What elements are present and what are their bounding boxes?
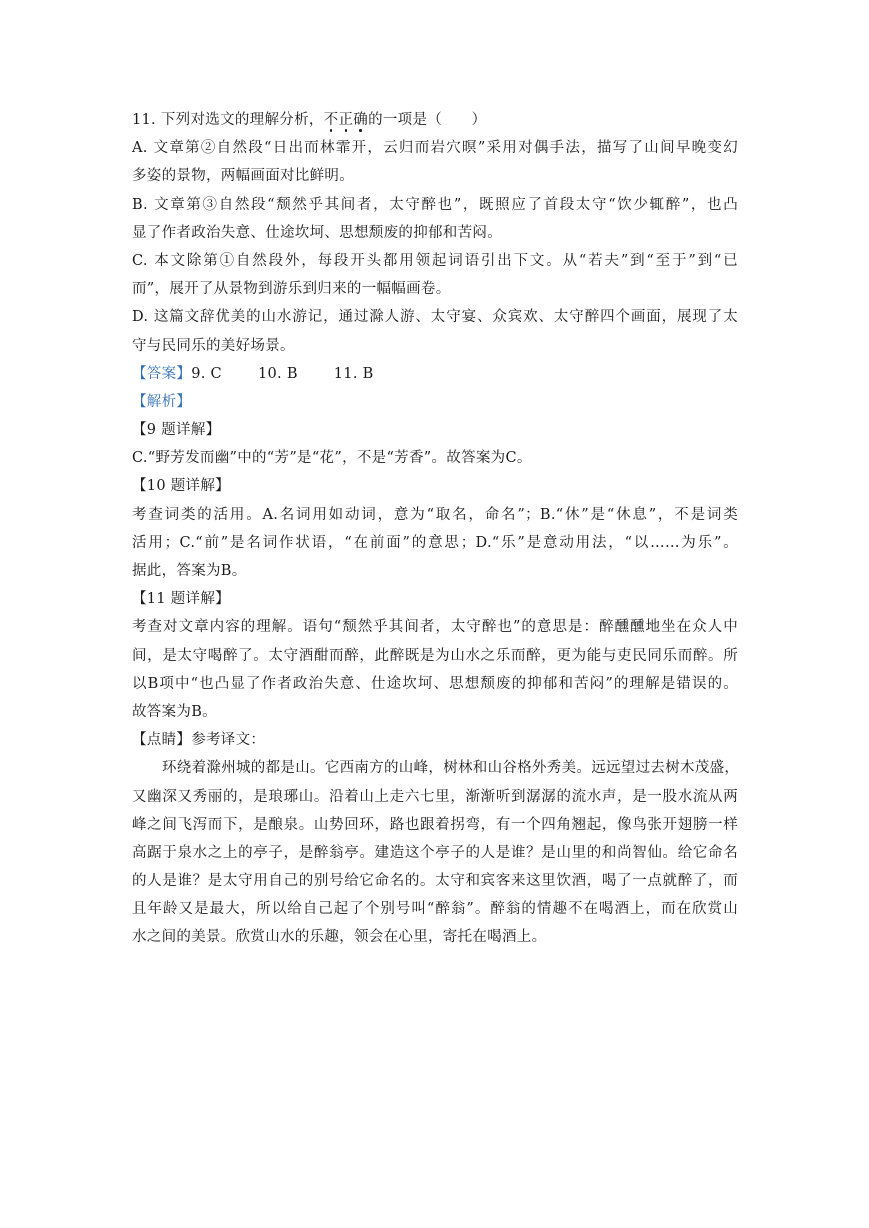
option-d-line-1: D. 这篇文辞优美的山水游记，通过滁人游、太守宴、众宾欢、太守醉四个画面，展现了太 [132,309,738,326]
q11-heading: 【11 题详解】 [132,591,230,608]
translation-line-4: 高踞于泉水之上的亭子，是醉翁亭。建造这个亭子的人是谁？是山里的和尚智仙。给它命名 [132,844,738,861]
answer-10: 10. B [257,365,298,382]
translation-line-5: 的人是谁？是太守用自己的别号给它命名的。太守和宾客来这里饮酒，喝了一点就醉了，而 [132,873,738,890]
translation-line-6: 且年龄又是最大，所以给自己起了个别号叫“醉翁”。醉翁的情趣不在喝酒上，而在欣赏山 [132,901,738,918]
option-b-line-2: 显了作者政治失意、仕途坎坷、思想颓废的抑郁和苦闷。 [132,224,502,241]
q11-line-4: 故答案为B。 [132,703,217,720]
option-c-line-1: C. 本文除第①自然段外，每段开头都用领起词语引出下文。从“若夫”到“至于”到“已 [132,252,738,269]
q10-line-3: 据此，答案为B。 [132,563,247,579]
q10-line-2: 活用；C.“前”是名词作状语，“在前面”的意思；D.“乐”是意动用法，“以……为乐”。 [132,534,738,551]
question-prefix: 11. 下列对选文的理解分析， [132,112,324,128]
option-b-line-1: B. 文章第③自然段“颓然乎其间者，太守醉也”，既照应了首段太守“饮少辄醉”，也凸 [132,196,738,213]
answer-label: 【答案】 [132,365,192,382]
emphasis-text: 不正确 [324,106,368,134]
q11-line-1: 考查对文章内容的理解。语句“颓然乎其间者，太守醉也”的意思是：醉醺醺地坐在众人中 [132,619,738,636]
q10-heading: 【10 题详解】 [132,478,230,495]
question-11 [132,106,738,134]
translation-line-1: 环绕着滁州城的都是山。它西南方的山峰，树林和山谷格外秀美。远远望过去树木茂盛， [162,760,740,777]
emphasis-dots [324,129,368,133]
option-d-line-2: 守与民同乐的美好场景。 [132,337,295,354]
answer-line [132,360,738,388]
q9-line-1: C.“野芳发而幽”中的“芳”是“花”，不是“芳香”。故答案为C。 [132,450,532,467]
translation-line-2: 又幽深又秀丽的，是琅琊山。沿着山上走六七里，渐渐听到潺潺的流水声，是一股水流从两 [132,788,738,805]
option-c-line-2: 而”，展开了从景物到游乐到归来的一幅幅画卷。 [132,281,451,298]
translation-line-3: 峰之间飞泻而下，是酿泉。山势回环，路也跟着拐弯，有一个四角翘起，像鸟张开翅膀一样 [132,816,738,833]
translation-line-7: 水之间的美景。欣赏山水的乐趣，领会在心里，寄托在喝酒上。 [132,929,547,946]
q9-heading: 【9 题详解】 [132,422,221,439]
q11-line-2: 间，是太守喝醉了。太守酒酣而醉，此醉既是为山水之乐而醉，更为能与吏民同乐而醉。所 [132,647,738,664]
q11-line-3: 以B项中“也凸显了作者政治失意、仕途坎坷、思想颓废的抑郁和苦闷”的理解是错误的。 [132,675,738,692]
analysis-label: 【解析】 [132,393,192,410]
answer-9: 9. C [191,365,222,382]
answer-11: 11. B [333,365,374,382]
document-page [132,106,738,952]
translation-heading: 【点睛】参考译文： [132,732,266,749]
q10-line-1: 考查词类的活用。A.名词用如动词，意为“取名，命名”；B.“休”是“休息”，不是词类 [132,506,738,523]
option-a-line-2: 多姿的景物，两幅画面对比鲜明。 [132,168,354,185]
question-suffix: 的一项是（ ） [368,112,487,128]
option-a-line-1: A. 文章第②自然段“日出而林霏开，云归而岩穴暝”采用对偶手法，描写了山间早晚变幻 [132,140,738,157]
